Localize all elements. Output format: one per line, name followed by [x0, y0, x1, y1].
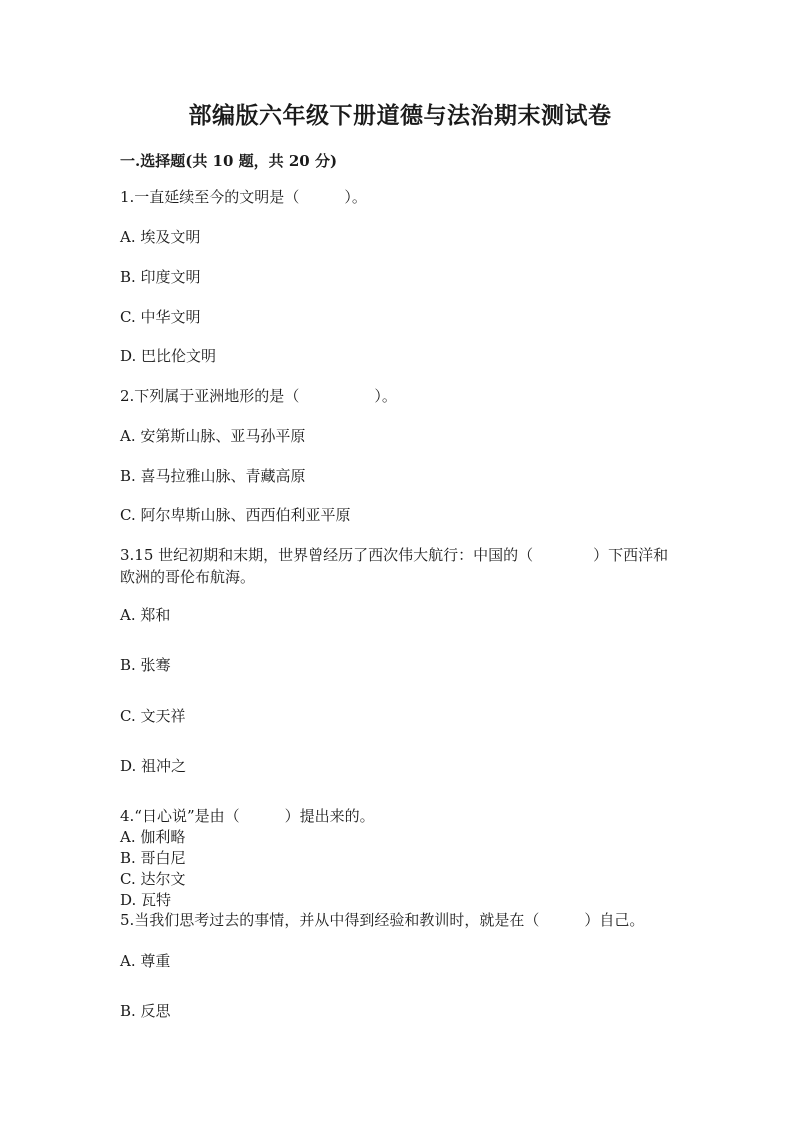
question-3-option-d: D. 祖冲之: [120, 757, 187, 775]
question-3-option-a: A. 郑和: [120, 606, 171, 624]
question-1-option-a: A. 埃及文明: [120, 228, 201, 246]
question-1-option-c: C. 中华文明: [120, 308, 201, 326]
question-2-option-c: C. 阿尔卑斯山脉、西西伯利亚平原: [120, 506, 351, 524]
page-title: 部编版六年级下册道德与法治期末测试卷: [188, 102, 612, 129]
question-1-stem: 1.一直延续至今的文明是（ ）。: [120, 188, 367, 206]
question-1-option-b: B. 印度文明: [120, 268, 201, 286]
question-2-option-a: A. 安第斯山脉、亚马孙平原: [120, 427, 306, 445]
question-1-option-d: D. 巴比伦文明: [120, 347, 217, 365]
section-heading: 一.选择题(共 10 题，共 20 分): [120, 152, 338, 170]
question-4-option-d: D. 瓦特: [120, 891, 172, 909]
question-5-option-b: B. 反思: [120, 1002, 171, 1020]
question-4-option-b: B. 哥白尼: [120, 849, 186, 867]
question-5-option-a: A. 尊重: [120, 952, 171, 970]
question-5-stem: 5.当我们思考过去的事情，并从中得到经验和教训时，就是在（ ）自己。: [120, 911, 645, 929]
question-3-option-b: B. 张骞: [120, 656, 171, 674]
question-2-stem: 2.下列属于亚洲地形的是（ ）。: [120, 387, 397, 405]
question-4-option-a: A. 伽利略: [120, 828, 186, 846]
question-3-option-c: C. 文天祥: [120, 707, 186, 725]
question-2-option-b: B. 喜马拉雅山脉、青藏高原: [120, 467, 306, 485]
question-3-stem: 3.15 世纪初期和末期，世界曾经历了西次伟大航行：中国的（ ）下西洋和欧洲的哥伦布航海。: [120, 546, 669, 586]
question-4-option-c: C. 达尔文: [120, 870, 186, 888]
question-4-stem: 4.“日心说”是由（ ）提出来的。: [120, 807, 375, 825]
